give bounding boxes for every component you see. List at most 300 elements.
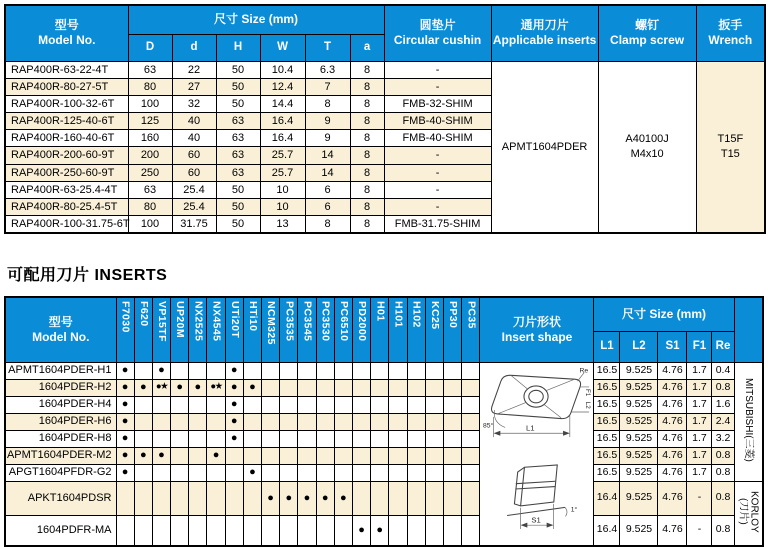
cutter-spec-table	[4, 4, 766, 234]
grade-mark-cell: ●	[352, 516, 370, 546]
grade-empty-cell	[371, 430, 389, 447]
grade-mark-cell: ●	[116, 464, 134, 481]
grade-empty-cell	[152, 516, 170, 546]
brand-label-line: (刀片)	[737, 498, 749, 525]
grade-label: PC6510	[337, 301, 350, 342]
grade-empty-cell	[280, 447, 298, 464]
grade-empty-cell	[443, 396, 461, 413]
insert-size-cell: 16.5	[594, 447, 620, 464]
dim-cell-a: 8	[350, 181, 384, 198]
inserts-col-header-model-en: Model No.	[32, 329, 90, 344]
dim-cell-D: 63	[128, 61, 172, 78]
grade-empty-cell	[134, 430, 152, 447]
dim-cell-W: 25.7	[260, 164, 305, 181]
dim-cell-a: 8	[350, 78, 384, 95]
label-re: Re	[579, 366, 589, 374]
col-header-screw-cn: 螺钉	[635, 18, 660, 33]
insert-size-cell: 4.76	[658, 379, 687, 396]
col-header-grade-NX2525	[189, 297, 207, 362]
dim-cell-T: 14	[305, 147, 350, 164]
grade-mark-cell: ●	[152, 362, 170, 379]
grade-empty-cell	[352, 379, 370, 396]
grade-empty-cell	[371, 413, 389, 430]
col-header-S1: S1	[658, 331, 687, 362]
grade-empty-cell	[280, 396, 298, 413]
dim-cell-W: 10	[260, 181, 305, 198]
grade-empty-cell	[171, 396, 189, 413]
grade-empty-cell	[189, 413, 207, 430]
insert-size-cell: 4.76	[658, 464, 687, 481]
grade-empty-cell	[352, 396, 370, 413]
col-header-F1: F1	[687, 331, 712, 362]
col-header-a: a	[350, 34, 384, 61]
grade-empty-cell	[207, 464, 225, 481]
col-header-L2: L2	[620, 331, 658, 362]
grade-empty-cell	[389, 379, 407, 396]
grade-empty-cell	[134, 516, 152, 546]
grade-empty-cell	[171, 413, 189, 430]
dim-cell-d: 40	[172, 113, 216, 130]
insert-row	[5, 362, 763, 379]
inserts-section-title-en: INSERTS	[94, 267, 168, 284]
grade-mark-cell: ●	[280, 481, 298, 516]
insert-size-cell: 1.6	[712, 396, 734, 413]
grade-empty-cell	[389, 396, 407, 413]
insert-size-cell: 9.525	[620, 430, 658, 447]
insert-model-cell: 1604PDER-H4	[5, 396, 116, 413]
grade-empty-cell	[443, 516, 461, 546]
wrench-line: T15F	[717, 132, 744, 145]
grade-empty-cell	[225, 464, 243, 481]
insert-size-cell: 4.76	[658, 516, 687, 546]
grade-empty-cell	[298, 430, 316, 447]
grade-mark-cell: ●	[116, 447, 134, 464]
grade-empty-cell	[425, 413, 443, 430]
grade-empty-cell	[134, 396, 152, 413]
dim-cell-T: 6	[305, 199, 350, 216]
grade-label: PC3530	[319, 301, 332, 342]
grade-empty-cell	[189, 516, 207, 546]
grade-empty-cell	[407, 516, 425, 546]
dim-cell-a: 8	[350, 130, 384, 147]
grade-mark-cell: ●	[171, 379, 189, 396]
grade-empty-cell	[443, 481, 461, 516]
grade-empty-cell	[462, 430, 480, 447]
grade-empty-cell	[207, 481, 225, 516]
dim-cell-D: 80	[128, 199, 172, 216]
grade-empty-cell	[298, 379, 316, 396]
insert-size-cell: 1.7	[687, 447, 712, 464]
insert-model-cell: APMT1604PDER-M2	[5, 447, 116, 464]
dim-cell-H: 50	[216, 181, 260, 198]
grade-empty-cell	[462, 516, 480, 546]
grade-label: HTi10	[246, 301, 259, 332]
grade-empty-cell	[371, 379, 389, 396]
col-header-L1: L1	[594, 331, 620, 362]
grade-mark-cell: ●	[189, 379, 207, 396]
grade-mark-cell: ●	[298, 481, 316, 516]
grade-empty-cell	[425, 464, 443, 481]
grade-empty-cell	[371, 464, 389, 481]
grade-mark-cell: ●	[225, 362, 243, 379]
grade-empty-cell	[389, 516, 407, 546]
grade-mark-cell: ●	[116, 396, 134, 413]
cushion-cell: FMB-31.75-SHIM	[384, 216, 491, 233]
grade-empty-cell	[371, 447, 389, 464]
grade-label: KC25	[428, 301, 441, 330]
grade-label: UTi20T	[228, 301, 241, 339]
col-header-cushion-en: Circular cushin	[393, 33, 482, 48]
grade-empty-cell	[189, 481, 207, 516]
brand-cell	[734, 481, 763, 546]
grade-empty-cell	[352, 430, 370, 447]
cutter-row	[5, 61, 765, 78]
col-header-insert-shape-cn: 刀片形状	[512, 314, 561, 329]
grade-empty-cell	[298, 516, 316, 546]
col-header-insert-shape-en: Insert shape	[501, 329, 573, 344]
insert-size-cell: 16.5	[594, 396, 620, 413]
grade-empty-cell	[462, 481, 480, 516]
model-cell: RAP400R-80-27-5T	[5, 78, 128, 95]
grade-empty-cell	[116, 481, 134, 516]
grade-empty-cell	[389, 481, 407, 516]
insert-size-cell: 9.525	[620, 464, 658, 481]
inserts-col-header-model	[5, 297, 116, 362]
insert-row	[5, 464, 763, 481]
dim-cell-H: 50	[216, 78, 260, 95]
grade-empty-cell	[352, 464, 370, 481]
col-header-cushion	[384, 5, 491, 61]
grade-empty-cell	[298, 447, 316, 464]
model-cell: RAP400R-200-60-9T	[5, 147, 128, 164]
grade-label: H01	[374, 301, 387, 322]
grade-empty-cell	[389, 447, 407, 464]
col-header-grade-PD2000	[352, 297, 370, 362]
grade-empty-cell	[171, 481, 189, 516]
inserts-table	[4, 296, 764, 547]
col-header-grade-VP15TF	[152, 297, 170, 362]
dim-cell-d: 32	[172, 95, 216, 112]
grade-mark-cell: ●	[225, 413, 243, 430]
grade-empty-cell	[262, 464, 280, 481]
grade-empty-cell	[425, 379, 443, 396]
insert-size-cell: 3.2	[712, 430, 734, 447]
insert-side-view-drawing	[482, 460, 592, 544]
grade-empty-cell	[298, 413, 316, 430]
col-header-grade-PC6510	[334, 297, 352, 362]
grade-empty-cell	[316, 379, 334, 396]
grade-empty-cell	[316, 516, 334, 546]
grade-empty-cell	[443, 362, 461, 379]
dim-cell-a: 8	[350, 199, 384, 216]
grade-mark-cell: ●	[334, 481, 352, 516]
grade-empty-cell	[280, 413, 298, 430]
grade-empty-cell	[316, 362, 334, 379]
grade-empty-cell	[262, 447, 280, 464]
grade-empty-cell	[262, 396, 280, 413]
brand-label-line: KORLOY	[748, 490, 760, 533]
grade-empty-cell	[171, 516, 189, 546]
grade-empty-cell	[243, 516, 261, 546]
grade-empty-cell	[462, 379, 480, 396]
insert-size-cell: 16.5	[594, 430, 620, 447]
col-header-grade-PP30	[443, 297, 461, 362]
model-cell: RAP400R-80-25.4-5T	[5, 199, 128, 216]
grade-label: PC3545	[301, 301, 314, 342]
grade-empty-cell	[407, 379, 425, 396]
grade-empty-cell	[334, 413, 352, 430]
dim-cell-d: 60	[172, 164, 216, 181]
applicable-insert-cell: APMT1604PDER	[491, 61, 598, 233]
grade-empty-cell	[316, 447, 334, 464]
grade-empty-cell	[262, 430, 280, 447]
grade-empty-cell	[352, 481, 370, 516]
insert-row	[5, 447, 763, 464]
inserts-section-title	[7, 262, 167, 285]
grade-empty-cell	[189, 396, 207, 413]
grade-empty-cell	[407, 481, 425, 516]
grade-empty-cell	[189, 464, 207, 481]
grade-empty-cell	[462, 464, 480, 481]
grade-empty-cell	[152, 413, 170, 430]
grade-empty-cell	[407, 430, 425, 447]
insert-size-cell: 16.4	[594, 481, 620, 516]
col-header-grade-H102	[407, 297, 425, 362]
grade-mark-cell: ●	[225, 379, 243, 396]
model-cell: RAP400R-250-60-9T	[5, 164, 128, 181]
insert-top-view-drawing	[482, 364, 592, 460]
grade-empty-cell	[316, 413, 334, 430]
grade-mark-cell: ●★	[207, 379, 225, 396]
insert-size-cell: 0.8	[712, 481, 734, 516]
dim-cell-H: 50	[216, 216, 260, 233]
inserts-section-title-cn: 可配用刀片	[7, 267, 90, 284]
col-header-grade-HTi10	[243, 297, 261, 362]
insert-row	[5, 379, 763, 396]
insert-row	[5, 413, 763, 430]
insert-size-cell: 9.525	[620, 413, 658, 430]
cushion-cell: -	[384, 164, 491, 181]
grade-mark-cell: ●	[243, 464, 261, 481]
dim-cell-a: 8	[350, 61, 384, 78]
grade-mark-cell: ●	[116, 379, 134, 396]
dim-cell-H: 63	[216, 147, 260, 164]
clamp-screw-cell	[598, 61, 696, 233]
col-header-screw	[598, 5, 696, 61]
grade-mark-cell: ●	[116, 413, 134, 430]
insert-size-cell: -	[687, 516, 712, 546]
insert-size-cell: 9.525	[620, 481, 658, 516]
grade-empty-cell	[262, 362, 280, 379]
label-l1: L1	[525, 422, 535, 432]
dim-cell-T: 6.3	[305, 61, 350, 78]
dim-cell-D: 100	[128, 216, 172, 233]
dim-cell-H: 63	[216, 130, 260, 147]
grade-empty-cell	[225, 447, 243, 464]
col-header-grade-PC3535	[280, 297, 298, 362]
col-header-inserts-cn: 通用刀片	[520, 18, 569, 33]
grade-empty-cell	[334, 396, 352, 413]
label-l2: L2	[584, 401, 592, 409]
grade-empty-cell	[298, 362, 316, 379]
grade-mark-cell: ●★	[152, 379, 170, 396]
insert-size-cell: 1.7	[687, 396, 712, 413]
insert-size-cell: 4.76	[658, 413, 687, 430]
grade-empty-cell	[152, 430, 170, 447]
model-cell: RAP400R-63-22-4T	[5, 61, 128, 78]
grade-empty-cell	[371, 362, 389, 379]
dim-cell-T: 14	[305, 164, 350, 181]
dim-cell-a: 8	[350, 147, 384, 164]
cushion-cell: -	[384, 61, 491, 78]
grade-empty-cell	[443, 430, 461, 447]
col-header-insert-size-group: 尺寸 Size (mm)	[594, 297, 734, 331]
col-header-screw-en: Clamp screw	[610, 33, 685, 48]
grade-empty-cell	[352, 447, 370, 464]
grade-mark-cell: ●	[207, 447, 225, 464]
grade-label: VP15TF	[156, 301, 169, 342]
grade-empty-cell	[462, 413, 480, 430]
dim-cell-T: 9	[305, 113, 350, 130]
grade-empty-cell	[243, 396, 261, 413]
grade-empty-cell	[334, 430, 352, 447]
grade-label: NX2525	[192, 301, 205, 342]
dim-cell-D: 100	[128, 95, 172, 112]
grade-empty-cell	[171, 362, 189, 379]
dim-cell-T: 6	[305, 181, 350, 198]
model-cell: RAP400R-100-31.75-6T	[5, 216, 128, 233]
grade-empty-cell	[262, 379, 280, 396]
grade-empty-cell	[243, 413, 261, 430]
grade-mark-cell: ●	[243, 379, 261, 396]
insert-size-cell: 1.7	[687, 430, 712, 447]
grade-empty-cell	[352, 413, 370, 430]
grade-mark-cell: ●	[225, 430, 243, 447]
grade-empty-cell	[225, 516, 243, 546]
dim-cell-a: 8	[350, 216, 384, 233]
dim-cell-d: 31.75	[172, 216, 216, 233]
grade-mark-cell: ●	[134, 447, 152, 464]
dim-cell-W: 16.4	[260, 113, 305, 130]
insert-size-cell: 4.76	[658, 430, 687, 447]
grade-empty-cell	[152, 481, 170, 516]
brand-label	[743, 378, 754, 462]
cushion-cell: -	[384, 181, 491, 198]
grade-empty-cell	[280, 464, 298, 481]
col-header-Re: Re	[712, 331, 734, 362]
col-header-model-cn: 型号	[54, 18, 79, 33]
wrench-cell	[696, 61, 765, 233]
grade-empty-cell	[152, 396, 170, 413]
grade-label: NCM325	[265, 301, 278, 345]
dim-cell-H: 63	[216, 164, 260, 181]
col-header-model-en: Model No.	[38, 33, 96, 48]
grade-empty-cell	[134, 413, 152, 430]
col-header-grade-F620	[134, 297, 152, 362]
col-header-grade-NCM325	[262, 297, 280, 362]
grade-empty-cell	[371, 481, 389, 516]
grade-label: H102	[410, 301, 423, 328]
dim-cell-T: 8	[305, 216, 350, 233]
dim-cell-H: 50	[216, 61, 260, 78]
grade-empty-cell	[207, 516, 225, 546]
grade-empty-cell	[298, 464, 316, 481]
insert-size-cell: 16.5	[594, 464, 620, 481]
insert-size-cell: 0.4	[712, 362, 734, 379]
col-header-grade-UTi20T	[225, 297, 243, 362]
cushion-cell: -	[384, 78, 491, 95]
model-cell: RAP400R-160-40-6T	[5, 130, 128, 147]
grade-empty-cell	[407, 413, 425, 430]
grade-empty-cell	[443, 379, 461, 396]
grade-empty-cell	[207, 362, 225, 379]
insert-size-cell: 16.5	[594, 413, 620, 430]
insert-size-cell: 1.7	[687, 362, 712, 379]
grade-empty-cell	[443, 413, 461, 430]
grade-empty-cell	[462, 362, 480, 379]
col-header-size-group: 尺寸 Size (mm)	[128, 5, 384, 34]
label-angle-1: 1°	[570, 506, 578, 514]
grade-mark-cell: ●	[116, 430, 134, 447]
col-header-grade-PC3530	[316, 297, 334, 362]
grade-empty-cell	[171, 447, 189, 464]
grade-empty-cell	[316, 464, 334, 481]
grade-empty-cell	[425, 430, 443, 447]
insert-size-cell: 9.525	[620, 379, 658, 396]
insert-size-cell: 0.8	[712, 379, 734, 396]
grade-empty-cell	[134, 481, 152, 516]
col-header-wrench-cn: 扳手	[718, 18, 743, 33]
model-cell: RAP400R-63-25.4-4T	[5, 181, 128, 198]
grade-empty-cell	[352, 362, 370, 379]
label-f1: F1	[584, 388, 592, 396]
col-header-d: d	[172, 34, 216, 61]
grade-empty-cell	[334, 362, 352, 379]
grade-empty-cell	[243, 430, 261, 447]
dim-cell-H: 63	[216, 113, 260, 130]
grade-empty-cell	[425, 362, 443, 379]
dim-cell-d: 27	[172, 78, 216, 95]
grade-empty-cell	[316, 396, 334, 413]
grade-empty-cell	[334, 464, 352, 481]
dim-cell-a: 8	[350, 113, 384, 130]
grade-empty-cell	[280, 362, 298, 379]
dim-cell-W: 14.4	[260, 95, 305, 112]
grade-empty-cell	[243, 481, 261, 516]
insert-model-cell: APMT1604PDER-H1	[5, 362, 116, 379]
brand-cell	[734, 362, 763, 481]
grade-empty-cell	[443, 464, 461, 481]
col-header-grade-KC25	[425, 297, 443, 362]
dim-cell-a: 8	[350, 95, 384, 112]
grade-label: PC35	[465, 301, 478, 329]
grade-empty-cell	[425, 396, 443, 413]
insert-size-cell: 4.76	[658, 396, 687, 413]
col-header-H: H	[216, 34, 260, 61]
col-header-cushion-cn: 圆垫片	[419, 18, 456, 33]
grade-empty-cell	[407, 396, 425, 413]
grade-empty-cell	[316, 430, 334, 447]
col-header-D: D	[128, 34, 172, 61]
grade-empty-cell	[189, 447, 207, 464]
insert-row	[5, 430, 763, 447]
wrench-line: T15	[720, 147, 740, 160]
grade-empty-cell	[262, 516, 280, 546]
insert-model-cell: 1604PDER-H6	[5, 413, 116, 430]
clamp-screw-line: A40100J	[625, 132, 669, 145]
grade-empty-cell	[425, 516, 443, 546]
col-header-model	[5, 5, 128, 61]
